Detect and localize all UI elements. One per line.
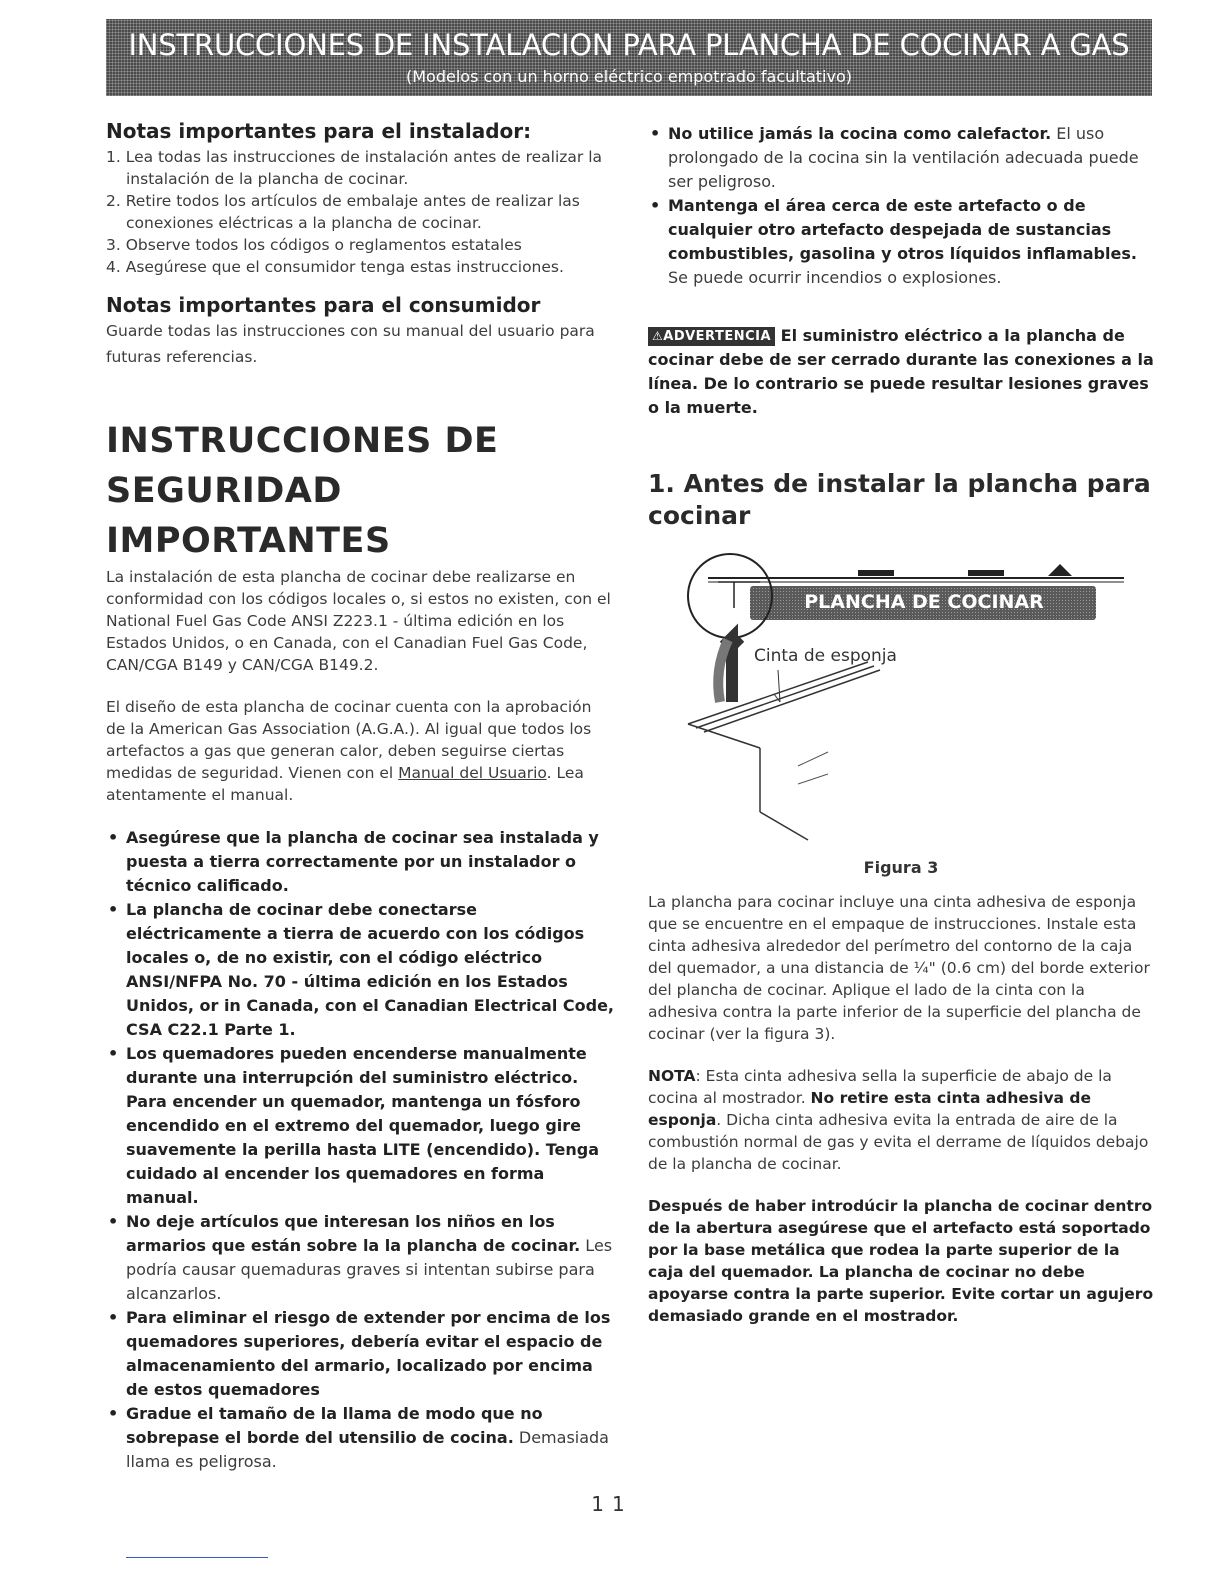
figure-caption: Figura 3 xyxy=(863,858,939,877)
section-1-paragraph: La plancha para cocinar incluye una cinta adhesiva de esponja que se encuentre en el empaque de instrucciones. Instale esta cinta adhesiva alrededor del perímetro del contorno de la caja del quemador, a una distancia de ¼" (0.6 cm) del borde exterior del plancha de cocinar. Aplique el lado de la cinta con la adhesiva contra la parte inferior de la superficie del plancha de cocinar (ver la figura 3). xyxy=(648,893,1150,1043)
list-item: • La plancha de cocinar debe conectarse eléctricamente a tierra de acuerdo con los códigos locales o, de no existir, con el código eléctrico ANSI/NFPA No. 70 - última edición en los Estados Unidos, or in Canada, con el Canadian Electrical Code, CSA C22.1 Parte 1. xyxy=(108,900,614,1039)
list-item: • Mantenga el área cerca de este artefacto o de cualquier otro artefacto despejada de sustancias combustibles, gasolina y otros líquidos inflamables. Se puede ocurrir incendios o explosiones. xyxy=(650,196,1137,287)
final-paragraph: Después de haber introdúcir la plancha de cocinar dentro de la abertura asegúrese que el artefacto está soportado por la base metálica que rodea la parte superior de la caja del quemador. La plancha de cocinar no debe apoyarse contra la parte superior. Evite cortar un agujero demasiado grande en el mostrador. xyxy=(648,1197,1154,1325)
list-item: • Los quemadores pueden encenderse manualmente durante una interrupción del suministro eléctrico. Para encender un quemador, mantenga un fósforo encendido en el extremo del quemador, luego gire suavemente la perilla hasta LITE (encendido). Tenga cuidado al encender los quemadores en forma manual. xyxy=(108,1044,600,1207)
list-item: 2. Retire todos los artículos de embalaje antes de realizar las conexiones eléctricas a la plancha de cocinar. xyxy=(106,192,580,232)
list-item: 3. Observe todos los códigos o reglamentos estatales xyxy=(106,236,522,254)
figure-callout: Cinta de esponja xyxy=(754,646,897,666)
warning-text: El suministro eléctrico a la plancha de cocinar debe de ser cerrado durante las conexiones a la línea. De lo contrario se puede resultar lesiones graves o la muerte. xyxy=(648,326,1154,417)
footer-rule xyxy=(126,1557,268,1558)
banner-subtitle: (Modelos con un horno eléctrico empotrado facultativo) xyxy=(406,67,852,86)
page-number: 11 xyxy=(591,1492,633,1516)
right-column xyxy=(648,122,1154,1327)
list-item: 1. Lea todas las instrucciones de instalación antes de realizar la instalación de la plancha de cocinar. xyxy=(106,148,603,188)
warning-block xyxy=(648,324,1154,420)
note-label: NOTA xyxy=(648,1067,696,1085)
safety-heading xyxy=(106,416,614,566)
consumer-notes-text: Guarde todas las instrucciones con su manual del usuario para futuras referencias. xyxy=(106,322,595,366)
left-column xyxy=(106,118,614,1474)
safety-heading-line2: SEGURIDAD IMPORTANTES xyxy=(106,471,391,561)
safety-paragraph-2: El diseño de esta plancha de cocinar cuenta con la aprobación de la American Gas Association (A.G.A.). Al igual que todos los artefactos a gas que generan calor, deben seguirse ciertas medidas de seguridad. Vienen con el Manual del Usuario. Lea atentamente el manual. xyxy=(106,698,592,804)
list-item: • No deje artículos que interesan los niños en los armarios que están sobre la la plancha de cocinar. Les podría causar quemaduras graves si intentan subirse para alcanzarlos. xyxy=(108,1212,613,1303)
consumer-notes-heading: Notas importantes para el consumidor xyxy=(106,293,541,317)
warning-badge: ⚠ADVERTENCIA xyxy=(648,327,775,346)
safety-bullets xyxy=(106,826,614,1474)
user-manual-reference: Manual del Usuario xyxy=(398,764,547,782)
safety-heading-line1: INSTRUCCIONES DE xyxy=(106,421,499,461)
installer-notes-heading: Notas importantes para el instalador: xyxy=(106,119,532,143)
list-item: • Para eliminar el riesgo de extender por encima de los quemadores superiores, debería evitar el espacio de almacenamiento del armario, localizado por encima de estos quemadores xyxy=(108,1308,611,1399)
note-paragraph: NOTA: Esta cinta adhesiva sella la superficie de abajo de la cocina al mostrador. No retire esta cinta adhesiva de esponja. Dicha cinta adhesiva evita la entrada de aire de la combustión normal de gas y evita el derrame de líquidos debajo de la plancha de cocinar. xyxy=(648,1067,1149,1173)
list-item: • Asegúrese que la plancha de cocinar sea instalada y puesta a tierra correctamente por un instalador o técnico calificado. xyxy=(108,828,599,895)
figure-label: PLANCHA DE COCINAR xyxy=(804,591,1044,613)
figure-3 xyxy=(648,552,1154,852)
list-item: 4. Asegúrese que el consumidor tenga estas instrucciones. xyxy=(106,258,564,276)
warning-icon: ⚠ xyxy=(652,329,664,343)
installer-notes-list xyxy=(106,146,614,278)
page-banner xyxy=(106,19,1152,96)
list-item: • Gradue el tamaño de la llama de modo que no sobrepase el borde del utensilio de cocina. Demasiada llama es peligrosa. xyxy=(108,1404,609,1471)
banner-title: INSTRUCCIONES DE INSTALACION PARA PLANCHA DE COCINAR A GAS xyxy=(128,28,1130,62)
right-bullets xyxy=(648,122,1154,290)
list-item: • No utilice jamás la cocina como calefactor. El uso prolongado de la cocina sin la ventilación adecuada puede ser peligroso. xyxy=(650,124,1139,191)
safety-paragraph-1: La instalación de esta plancha de cocinar debe realizarse en conformidad con los códigos locales o, si estos no existen, con el National Fuel Gas Code ANSI Z223.1 - última edición en los Estados Unidos, o en Canada, con el Canadian Fuel Gas Code, CAN/CGA B149 y CAN/CGA B149.2. xyxy=(106,568,611,674)
section-1-heading: 1. Antes de instalar la plancha para cocinar xyxy=(648,469,1151,530)
